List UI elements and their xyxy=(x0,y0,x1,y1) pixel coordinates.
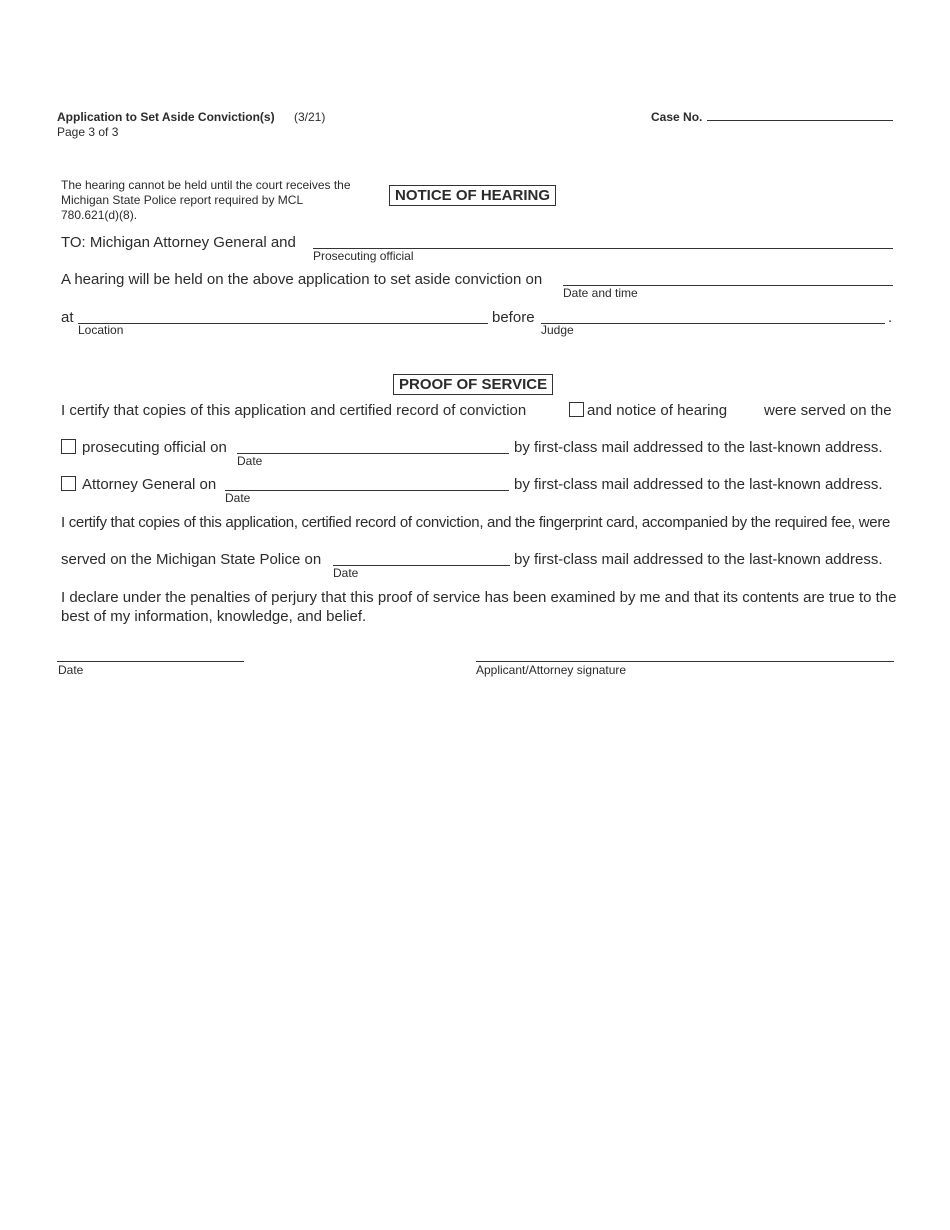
notice-of-hearing-checkbox[interactable] xyxy=(569,402,584,417)
msp-date-field[interactable] xyxy=(333,565,510,566)
form-revision: (3/21) xyxy=(294,110,326,124)
certify-text: I certify that copies of this application and certified record of conviction xyxy=(61,402,527,419)
prosecuting-official-caption: Prosecuting official xyxy=(313,249,414,263)
signature-date-field[interactable] xyxy=(57,661,244,662)
prosecuting-official-label: prosecuting official on xyxy=(82,439,227,456)
prosecuting-date-field[interactable] xyxy=(237,453,509,454)
judge-caption: Judge xyxy=(541,323,574,337)
location-field[interactable] xyxy=(78,323,488,324)
attorney-mail-text: by first-class mail addressed to the last-known address. xyxy=(514,476,883,493)
msp-date-caption: Date xyxy=(333,566,359,580)
signature-caption: Applicant/Attorney signature xyxy=(476,663,627,677)
notice-of-hearing-option: and notice of hearing xyxy=(587,402,728,419)
at-text: at xyxy=(61,309,74,326)
case-no-label: Case No. xyxy=(651,110,703,124)
msp-mail-text: by first-class mail addressed to the last-known address. xyxy=(514,551,883,568)
served-text: were served on the xyxy=(764,402,892,419)
proof-of-service-heading: PROOF OF SERVICE xyxy=(393,374,553,395)
period: . xyxy=(888,309,893,326)
attorney-date-field[interactable] xyxy=(225,490,509,491)
judge-field[interactable] xyxy=(541,323,885,324)
attorney-general-checkbox[interactable] xyxy=(61,476,76,491)
attorney-date-caption: Date xyxy=(225,491,251,505)
prosecuting-official-checkbox[interactable] xyxy=(61,439,76,454)
signature-field[interactable] xyxy=(476,661,894,662)
location-caption: Location xyxy=(78,323,124,337)
prosecuting-date-caption: Date xyxy=(237,454,263,468)
date-time-caption: Date and time xyxy=(563,286,638,300)
form-title: Application to Set Aside Conviction(s) xyxy=(57,110,275,124)
hearing-text: A hearing will be held on the above application to set aside conviction on xyxy=(61,271,543,288)
certify-fingerprint-text: I certify that copies of this application, certified record of conviction, and the fingerprint card, accompanied by the required fee, were xyxy=(61,514,891,531)
attorney-general-label: Attorney General on xyxy=(82,476,217,493)
msp-text: served on the Michigan State Police on xyxy=(61,551,322,568)
before-text: before xyxy=(492,309,535,326)
page-number: Page 3 of 3 xyxy=(57,125,119,139)
prosecuting-mail-text: by first-class mail addressed to the last-known address. xyxy=(514,439,883,456)
notice-of-hearing-heading: NOTICE OF HEARING xyxy=(389,185,556,206)
hearing-note: The hearing cannot be held until the court receives the Michigan State Police report required by MCL 780.621(d)(8). xyxy=(61,178,351,222)
perjury-declaration: I declare under the penalties of perjury that this proof of service has been examined by me and that its contents are true to the best of my information, knowledge, and belief. xyxy=(61,589,897,625)
signature-date-caption: Date xyxy=(58,663,84,677)
to-text: TO: Michigan Attorney General and xyxy=(61,234,296,251)
case-no-field[interactable] xyxy=(707,120,893,121)
